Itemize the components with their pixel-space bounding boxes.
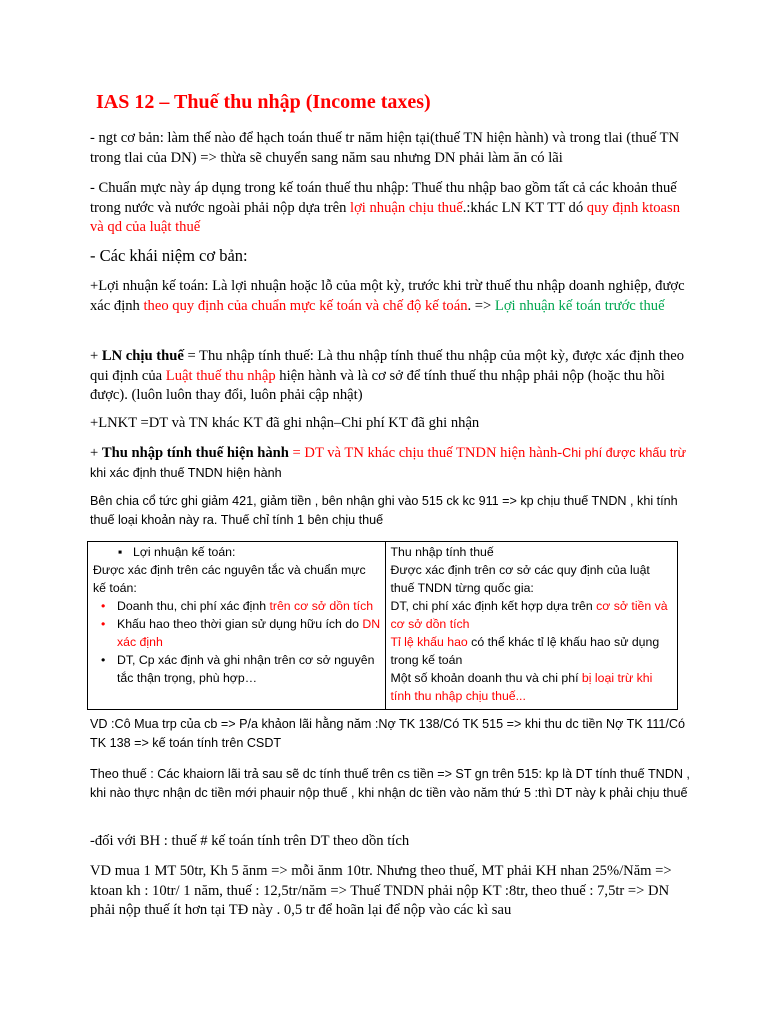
paragraph-accounting-profit	[90, 277, 690, 316]
list-item	[93, 543, 381, 561]
paragraph-dividend-note: Bên chia cổ tức ghi giảm 421, giảm tiền , bên nhận ghi vào 515 ck kc 911 => kp chịu thuế TNDN , khi tính thuế loại khoản này ra. Thuế chỉ tính 1 bên chịu thuế	[90, 494, 678, 527]
taxable-profit-text: = Thu nhập tính thuế: Là thu nhập tính thuế thu nhập của một kỳ, được xác định theo qui định của	[90, 348, 685, 384]
bullet-icon: ▪	[118, 545, 123, 559]
scope-highlight-regulations: quy định ktoasn và qd của luật thuế	[90, 199, 681, 235]
list-item	[93, 651, 381, 687]
scope-highlight-taxable-profit: lợi nhuận chịu thuế	[350, 199, 463, 216]
taxable-income-line-1	[391, 597, 674, 633]
current-income-term: Thu nhập tính thuế hiện hành	[101, 445, 289, 461]
item-text: Doanh thu, chi phí xác định	[117, 599, 270, 613]
line-highlight: Tỉ lệ khấu hao	[390, 635, 468, 649]
scope-text-2: .:khác LN KT TT dó	[462, 199, 587, 216]
accounting-profit-highlight-pretax: Lợi nhuận kế toán trước thuế	[494, 297, 665, 314]
line-text: có thể khác tỉ lệ khấu hao sử dụng trong kế toán	[390, 635, 660, 667]
item-text: Khấu hao theo thời gian sử dụng hữu ích do	[117, 617, 363, 631]
accounting-profit-intro: Được xác định trên các nguyên tắc và chuẩn mực kế toán:	[93, 563, 366, 595]
item-highlight: DN xác định	[117, 617, 381, 649]
line-text: DT, chi phí xác định kết hợp dựa trên	[390, 599, 597, 613]
item-text: DT, Cp xác định và ghi nhận trên cơ sở nguyên tắc thận trọng, phù hợp…	[117, 653, 375, 685]
paragraph-tax-view: Theo thuế : Các khaiorn lãi trả sau sẽ dc tính thuế trên cs tiền => ST gn trên 515: kp là DT tính thuế TNDN , khi nào thực nhận dc tiền mới phauir nộp thuế , khi nhận dc tiền vào năm thứ 5 :thì DT này k phải chịu thuế	[90, 767, 690, 800]
table-row	[88, 542, 678, 710]
taxable-income-intro: Được xác định trên cơ sở các quy định của luật thuế TNDN từng quốc gia:	[390, 563, 650, 595]
paragraph-example-interest: VD :Cô Mua trp của cb => P/a khảon lãi hằng năm :Nợ TK 138/Có TK 515 => khi thu dc tiền Nợ TK 111/Có TK 138 => kế toán tính trên CSDT	[90, 717, 685, 750]
list-item	[93, 597, 381, 615]
paragraph-taxable-profit	[90, 347, 690, 406]
taxable-profit-text-2: hiện hành và là cơ sở để tính thuế thu nhập phải nộp (hoặc thu hồi được). (luôn luôn thay đổi, luôn phải cập nhật)	[90, 367, 665, 403]
scope-text: - Chuẩn mực này áp dụng trong kế toán thuế thu nhập: Thuế thu nhập bao gồm tất cả các khoản thuế trong nước và nước ngoài phải nộp dựa trên	[90, 180, 677, 216]
bullet-icon: •	[101, 653, 106, 667]
current-income-text: khi xác định thuế TNDN hiện hành	[90, 465, 282, 480]
line-text: Một số khoản doanh thu và chi phí	[390, 671, 582, 685]
current-income-prefix: +	[90, 445, 102, 461]
paragraph-lnkt-formula: +LNKT =DT và TN khác KT đã ghi nhận–Chi phí KT đã ghi nhận	[90, 415, 480, 431]
document-title: IAS 12 – Thuế thu nhập (Income taxes)	[96, 91, 431, 113]
current-income-deductible: Chi phí được khấu trừ	[562, 446, 686, 460]
accounting-profit-arrow: . =>	[467, 297, 495, 314]
accounting-profit-heading: Lợi nhuận kế toán:	[133, 545, 236, 559]
paragraph-scope	[90, 179, 690, 238]
item-highlight: trên cơ sở dồn tích	[269, 599, 374, 613]
paragraph-depreciation-example: VD mua 1 MT 50tr, Kh 5 ănm => mỗi ănm 10tr. Nhưng theo thuế, MT phải KH nhan 25%/Năm => ktoan kh : 10tr/ 1 năm, thuế : 12,5tr/năm => Thuế TNDN phải nộp KT :8tr, theo thuế : 7,5tr => DN phải nộp thuế ít hơn tại TĐ này . 0,5 tr để hoãn lại để nộp vào các kì sau	[90, 863, 672, 918]
comparison-table	[87, 541, 678, 710]
taxable-profit-term: LN chịu thuế	[101, 348, 184, 364]
taxable-profit-prefix: +	[90, 348, 102, 364]
accounting-profit-highlight-standards: theo quy định của chuẩn mực kế toán và chế độ kế toán	[143, 297, 468, 314]
paragraph-insurance: -đối với BH : thuế # kế toán tính trên DT theo dồn tích	[90, 833, 410, 849]
line-highlight: bị loại trừ khi tính thu nhập chịu thuế...	[390, 671, 653, 703]
taxable-income-line-3	[391, 669, 674, 705]
list-item	[93, 615, 381, 651]
line-highlight: cơ sở tiền và cơ sở dồn tích	[390, 599, 668, 631]
table-cell-accounting-profit	[88, 542, 386, 710]
taxable-income-line-2	[391, 633, 674, 669]
current-income-formula: = DT và TN khác chịu thuế TNDN hiện hành-	[288, 445, 563, 461]
bullet-icon: •	[101, 617, 106, 631]
paragraph-basic-principle: - ngt cơ bản: làm thế nào để hạch toán thuế tr năm hiện tại(thuế TN hiện hành) và trong tlai (thuế TN trong tlai của DN) => thừa sẽ chuyển sang năm sau nhưng DN phải làm ăn có lãi	[90, 130, 680, 166]
section-heading-basic-concepts: - Các khái niệm cơ bản:	[90, 246, 248, 265]
taxable-income-heading: Thu nhập tính thuế	[390, 545, 494, 559]
paragraph-current-taxable-income	[90, 444, 690, 483]
taxable-profit-highlight-law: Luật thuế thu nhập	[165, 367, 276, 384]
table-cell-taxable-income	[385, 542, 678, 710]
accounting-profit-text: +Lợi nhuận kế toán: Là lợi nhuận hoặc lỗ của một kỳ, trước khi trừ thuế thu nhập doanh nghiệp, được xác định	[90, 278, 685, 314]
bullet-icon: •	[101, 599, 106, 613]
